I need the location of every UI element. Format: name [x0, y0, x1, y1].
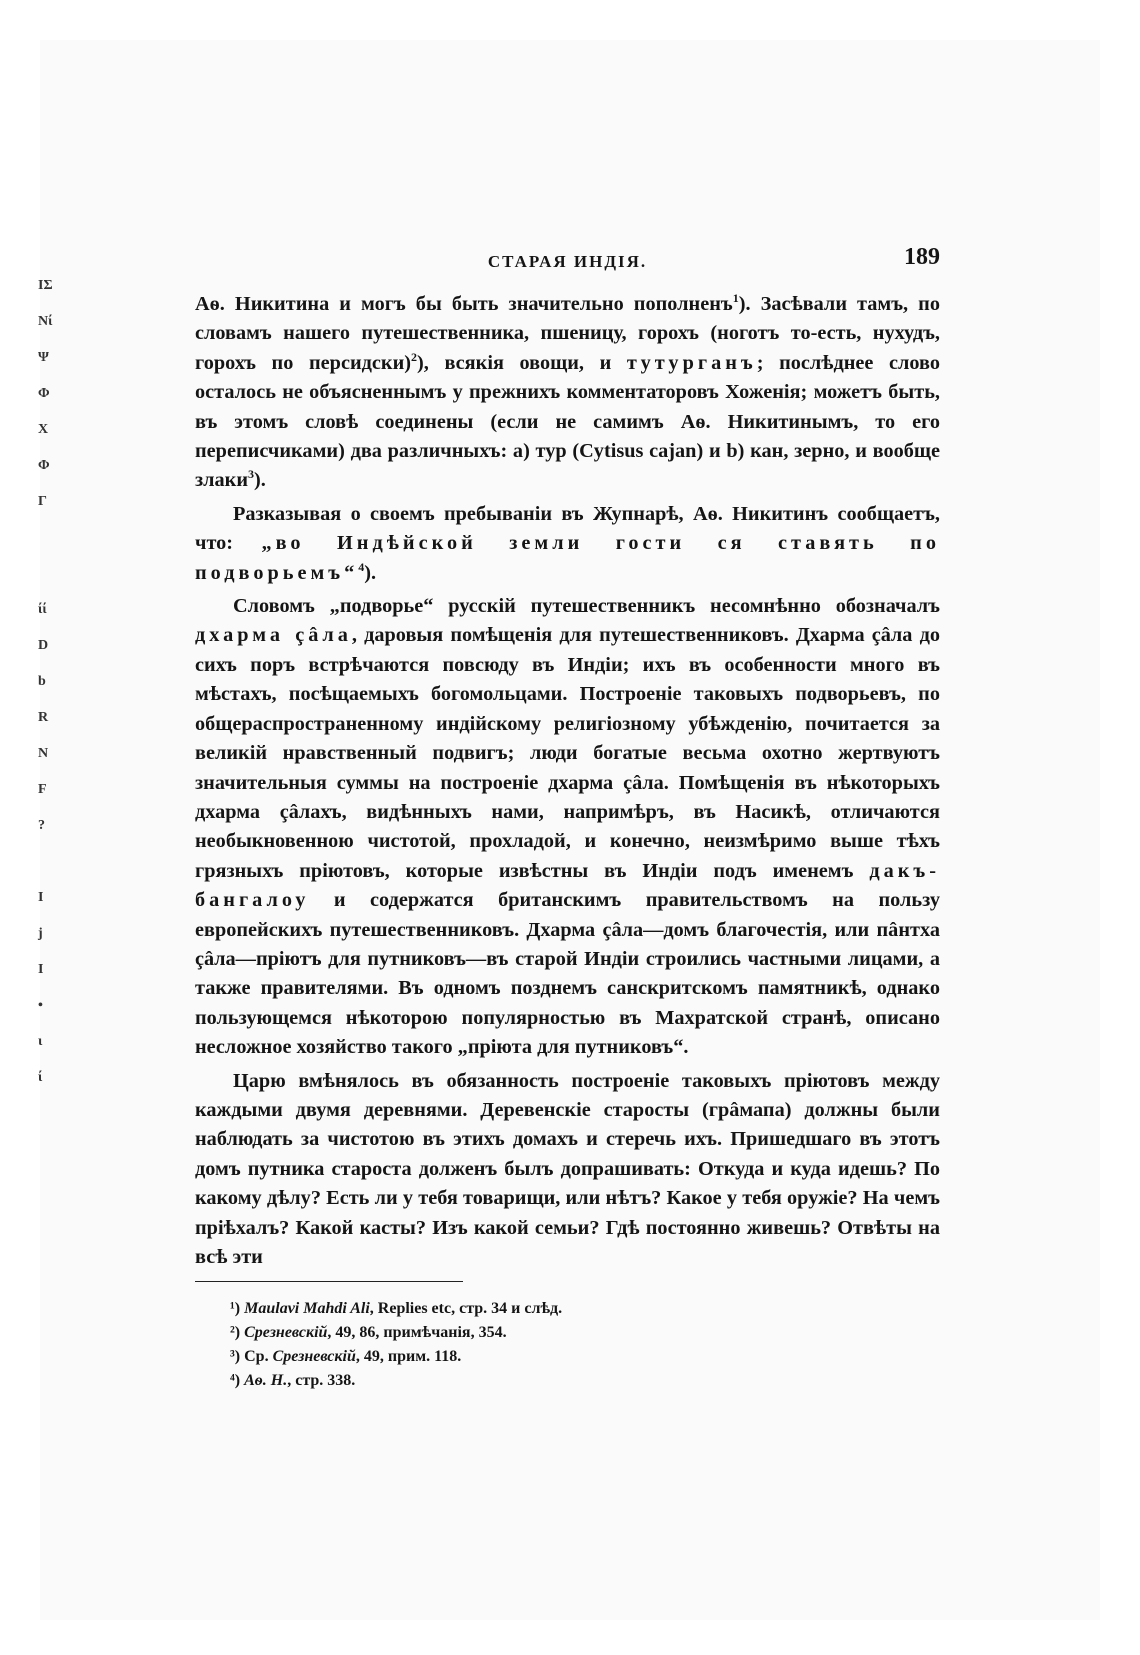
- footnote-mark: ¹): [230, 1300, 241, 1317]
- bleed-mark: b: [38, 674, 46, 689]
- footnote-mark: ³): [230, 1348, 241, 1365]
- bleed-mark: ί: [38, 1070, 43, 1085]
- text-run: ; послѣднее слово осталось не объясненнымъ у прежнихъ комментаторовъ Хоженія; можетъ быть, въ этомъ словѣ соединены (если не самимъ Аѳ. Никитинымъ, то его переписчиками) два различныхъ: a) тур (Cytisus cajan) и b) кан, зерно, и вообще злаки: [195, 351, 940, 492]
- bleed-mark: Ν: [38, 746, 49, 761]
- text-run: , даровыя помѣщенія для путешественниковъ. Дхарма çâла до сихъ поръ встрѣчаются повсюду въ Индіи; ихъ въ особенности много въ мѣстахъ, посѣщаемыхъ богомольцами. Построеніе таковыхъ подворьевъ, по общераспространенному индійскому религіозному убѣжденію, почитается за великій нравственный подвигъ; люди богатые весьма охотно жертвуютъ значительныя суммы на построеніе дхарма çâла. Помѣщенія въ нѣкоторыхъ дхарма çâлахъ, видѣнныхъ нами, напримѣръ, въ Насикѣ, отличаются необыкновенною чистотой, прохладой, и конечно, неизмѣримо выше тѣхъ грязныхъ пріютовъ, которые извѣстны въ Индіи подъ именемъ: [195, 624, 940, 882]
- text-run: ), всякія овощи, и: [417, 351, 627, 374]
- footnote-text: , 49, прим. 118.: [355, 1348, 462, 1365]
- footnote-text: , стр. 338.: [287, 1372, 356, 1389]
- bleed-mark: F: [38, 782, 47, 797]
- text-run: и содержатся британскимъ правительствомъ на пользу европейскихъ путешественниковъ. Дхарма çâла—домъ благочестія, или пâнтха çâла—пріютъ для путниковъ—въ старой Индіи строились частными лицами, а также правителями. Въ одномъ позднемъ санскритскомъ памятникѣ, однако пользующемся нѣкоторою популярностью въ Махратской странѣ, описано несложное хозяйство такого „пріюта для путниковъ“.: [195, 889, 940, 1059]
- footnote-ref: 4: [358, 559, 365, 574]
- spaced-term: дхарма çâла: [195, 624, 352, 647]
- bleed-mark: Χ: [38, 422, 49, 437]
- footnote-mark: ²): [230, 1324, 241, 1341]
- bleed-mark: [38, 844, 68, 880]
- footnote-text: , Replies etc, стр. 34 и слѣд.: [369, 1300, 563, 1317]
- bleed-mark: R: [38, 710, 49, 725]
- bleed-mark: D: [38, 638, 49, 653]
- bleed-mark: [38, 520, 68, 556]
- paragraph: [195, 500, 940, 588]
- bleed-through-margin: [38, 268, 68, 1096]
- footnote-author: Срезневскій: [272, 1348, 356, 1365]
- bleed-mark: ι: [38, 1034, 43, 1049]
- footnote: [230, 1345, 930, 1369]
- text-run: Словомъ „подворье“ русскій путешественникъ несомнѣнно обозначалъ: [233, 595, 940, 618]
- text-run: Разказывая о своемъ пребываніи въ Жупнарѣ, Аѳ. Никитинъ сообщаетъ, что:: [195, 502, 940, 555]
- footnote-text: , 49, 86, примѣчанія, 354.: [327, 1324, 507, 1341]
- bleed-mark: Ι: [38, 962, 44, 977]
- footnote-divider: [195, 1281, 463, 1282]
- text-run: ).: [364, 561, 377, 584]
- spaced-term: тутурганъ: [626, 351, 757, 374]
- paragraph: [195, 290, 940, 496]
- bleed-mark: •: [38, 998, 43, 1013]
- footnote-ref: 1: [732, 291, 739, 306]
- spaced-quote: „во Индѣйской земли гости ся ставять по подворьемъ“: [195, 532, 940, 584]
- bleed-mark: j: [38, 926, 43, 941]
- footnotes: [230, 1297, 930, 1393]
- footnote: [230, 1369, 930, 1393]
- bleed-mark: ίί: [38, 602, 47, 617]
- footnote-author: Срезневскій: [244, 1324, 328, 1341]
- footnote-mark: ⁴): [230, 1372, 241, 1389]
- text-run: ).: [254, 469, 266, 492]
- bleed-mark: [38, 556, 68, 592]
- bleed-mark: ΙΣ: [38, 278, 53, 293]
- bleed-mark: Φ: [38, 386, 50, 401]
- paragraph: [195, 1067, 940, 1273]
- bleed-mark: Γ: [38, 494, 47, 509]
- bleed-mark: Νί: [38, 314, 53, 329]
- running-title: СТАРАЯ ИНДІЯ.: [487, 252, 648, 271]
- page-number: 189: [904, 244, 940, 270]
- text-run: ). Засѣвали тамъ, по словамъ нашего путешественника, пшеницу, горохъ (ноготъ то-есть, нухудъ, горохъ по персидски): [195, 293, 941, 374]
- footnote: [230, 1297, 930, 1321]
- paragraph: [195, 592, 940, 1063]
- footnote-prefix: Ср.: [244, 1348, 273, 1365]
- footnote-ref: 2: [411, 350, 418, 365]
- footnote-author: Maulavi Mahdi Ali: [244, 1300, 370, 1317]
- footnote: [230, 1321, 930, 1345]
- body-text: [195, 290, 940, 1276]
- bleed-mark: Ι: [38, 890, 44, 905]
- spaced-term: дакъ-бангалоу: [195, 859, 940, 912]
- text-run: Аѳ. Никитина и могъ бы быть значительно пополненъ: [195, 293, 733, 315]
- text-run: Царю вмѣнялось въ обязанность построеніе таковыхъ пріютовъ между каждыми двумя деревнями. Деревенскіе старосты (грâмапа) должны были наблюдать за чистотою въ этихъ домахъ и стеречь ихъ. Пришедшаго въ этотъ домъ путника староста долженъ былъ допрашивать: Откуда и куда идешь? По какому дѣлу? Есть ли у тебя товарищи, или нѣтъ? Какое у тебя оружіе? На чемъ пріѣхалъ? Какой касты? Изъ какой семьи? Гдѣ постоянно живешь? Отвѣты на всѣ эти: [195, 1069, 940, 1268]
- footnote-ref: 3: [248, 467, 255, 482]
- running-head: [195, 240, 940, 280]
- bleed-mark: ?: [38, 818, 45, 833]
- bleed-mark: Φ: [38, 458, 50, 473]
- bleed-mark: Ψ: [38, 350, 49, 365]
- footnote-author: Аѳ. Н.: [244, 1372, 288, 1389]
